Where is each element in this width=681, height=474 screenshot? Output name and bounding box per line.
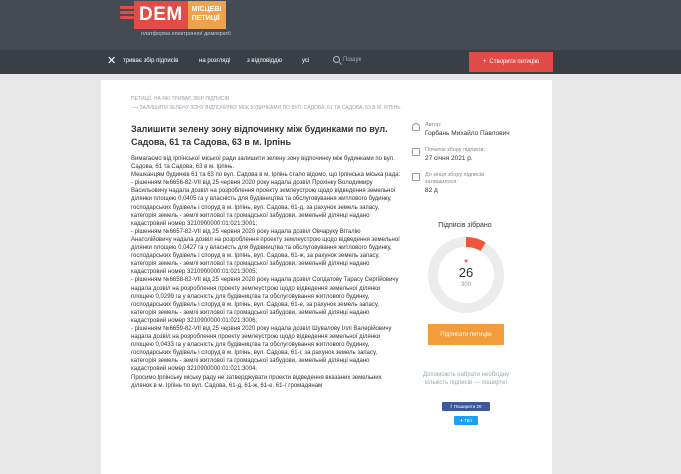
signatures-count: 26 (458, 265, 474, 280)
breadcrumb (131, 95, 401, 113)
facebook-share-label: Поширити 20 (453, 404, 482, 409)
sign-petition-button[interactable]: Підписати петицію (428, 324, 504, 345)
end-value: 82 д (425, 187, 438, 194)
site-tagline: платформа електронної демократії (141, 31, 231, 37)
search-input[interactable]: Пошук (343, 56, 362, 63)
nav-item-review[interactable]: на розгляді (199, 58, 231, 64)
facebook-share-button[interactable] (442, 402, 490, 411)
author-label: Автор: (425, 122, 442, 128)
twitter-share-label: Твіт (464, 418, 473, 423)
signatures-total: 300 (460, 282, 471, 288)
logo-dem-text: DEM (134, 1, 188, 29)
signatures-heading: Підписів зібрано (438, 222, 492, 229)
search-box[interactable] (333, 56, 361, 63)
user-icon (412, 123, 420, 131)
start-date-info (412, 147, 485, 163)
nav-item-collecting[interactable]: триває збір підписів (123, 58, 179, 64)
logo-stripes (120, 6, 134, 21)
main-nav (0, 50, 681, 74)
share-help-text: Допоможіть набрати необхідну кількість підписів — поширте! (422, 372, 510, 386)
create-petition-button[interactable] (469, 52, 553, 72)
time-left-info (412, 172, 512, 195)
heart-icon: ♥ (464, 259, 468, 265)
site-header (0, 0, 681, 50)
petition-body: Вимагаємо від Ірпінської міської ради залишити зелену зону відпочинку між будинками по вул. Садова, 61 та Садова, 63 в м. Ірпінь. Мешканцям будинків 61 та 63 по вул. Садова в м. Ірпінь стало відомо, що Ірпінська міська рада: - рішенням №6656-82-VII від 25 червня 2020 року надала дозвіл Прохінку Володимиру Васильовичу надала дозвіл на розроблення проекту землеустрою щодо відведення земельної ділянки площею 0,0405 га у власність для будівництва та обслуговування житлового будинку, господарських будівель і споруд в м. Ірпінь, вул. Садова, 61-д, за рахунок земель запасу, категорія земель - землі житлової та громадської забудови, земельній ділянці надано кадастровий номер 3210900000:01:021:3001; - рішенням №6657-82-VII від 25 червня 2020 року надала дозвіл Овчаруку Віталію Анатолійовичу надала дозвіл на розроблення проекту землеустрою щодо відведення земельної ділянки площею 0,0427 га у власність для будівництва та обслуговування житлового будинку, господарських будівель і споруд в м. Ірпінь, вул. Садова, 61-ж, за рахунок земель запасу, категорія земель - землі житлової та громадської забудови, земельній ділянці надано кадастровий номер 3210900000:01:021:3005; - рішенням №6658-82-VII від 25 червня 2020 року надала дозвіл Солдатову Тарасу Сергійовичу надала дозвіл на розроблення проекту землеустрою щодо відведення земельної ділянки площею 0,0299 га у власність для будівництва та обслуговування житлового будинку, господарських будівель і споруд в м. Ірпінь, вул. Садова, 61-е, за рахунок земель запасу, категорія земель - землі житлової та громадської забудови, земельній ділянці надано кадастровий номер 3210900000:01:021:3006; - рішенням №6659-82-VII від 25 червня 2020 року надала дозвіл Шувалову Іллі Валерійовичу надала дозвіл на розроблення проекту землеустрою щодо відведення земельної ділянки площею 0,0433 га у власність для будівництва та обслуговування житлового будинку, господарських будівель і споруд в м. Ірпінь, вул. Садова, 61-г, за рахунок земель запасу, категорія земель - землі житлової та громадської забудови, земельній ділянці надано кадастровий номер 3210900000:01:021:3004. Просимо Ірпінську міську раду не затверджувати проекти відведення вказаних земельних ділянок в м. Ірпінь по вул. Садова, 61-д, 61-ж, 61-е, 61-г громадянам (131, 156, 401, 389)
create-petition-label: Створити петицію (489, 59, 540, 65)
calendar-icon (412, 173, 420, 181)
calendar-icon (412, 148, 420, 156)
logo-sub-line1: МІСЦЕВІ (191, 6, 222, 13)
breadcrumb-parent[interactable]: ПЕТИЦІЇ, НА ЯКІ ТРИВАЄ ЗБІР ПІДПИСІВ (131, 96, 230, 102)
end-label: До кінця збору підписів залишилося: (425, 172, 484, 185)
logo-sub-line2: ПЕТИЦІЇ (191, 15, 220, 22)
start-label: Початок збору підписів: (425, 147, 485, 153)
nav-item-answered[interactable]: з відповіддю (247, 58, 283, 64)
search-icon (333, 56, 340, 63)
twitter-share-button[interactable] (454, 416, 478, 425)
logo-subtitle (188, 1, 227, 29)
start-value: 27 січня 2021 р. (425, 155, 473, 162)
facebook-icon: f (450, 404, 452, 409)
breadcrumb-current: ⟶ ЗАЛИШИТИ ЗЕЛЕНУ ЗОНУ ВІДПОЧИНКУ МІЖ БУДИНКАМИ ПО ВУЛ. САДОВА, 61 ТА САДОВА, 63 В М. ІРПІНЬ (131, 105, 401, 111)
author-value: Горбань Михайло Павлович (425, 130, 510, 137)
nav-item-all[interactable]: усі (302, 58, 310, 64)
close-icon[interactable]: ✕ (107, 55, 117, 67)
petition-title: Залишити зелену зону відпочинку між будинками по вул. Садова, 61 та Садова, 63 в м. Ірпінь (131, 124, 388, 147)
plus-icon: + (482, 59, 487, 65)
twitter-icon: ✦ (459, 417, 464, 423)
site-logo[interactable] (122, 1, 226, 29)
author-info (412, 122, 510, 138)
